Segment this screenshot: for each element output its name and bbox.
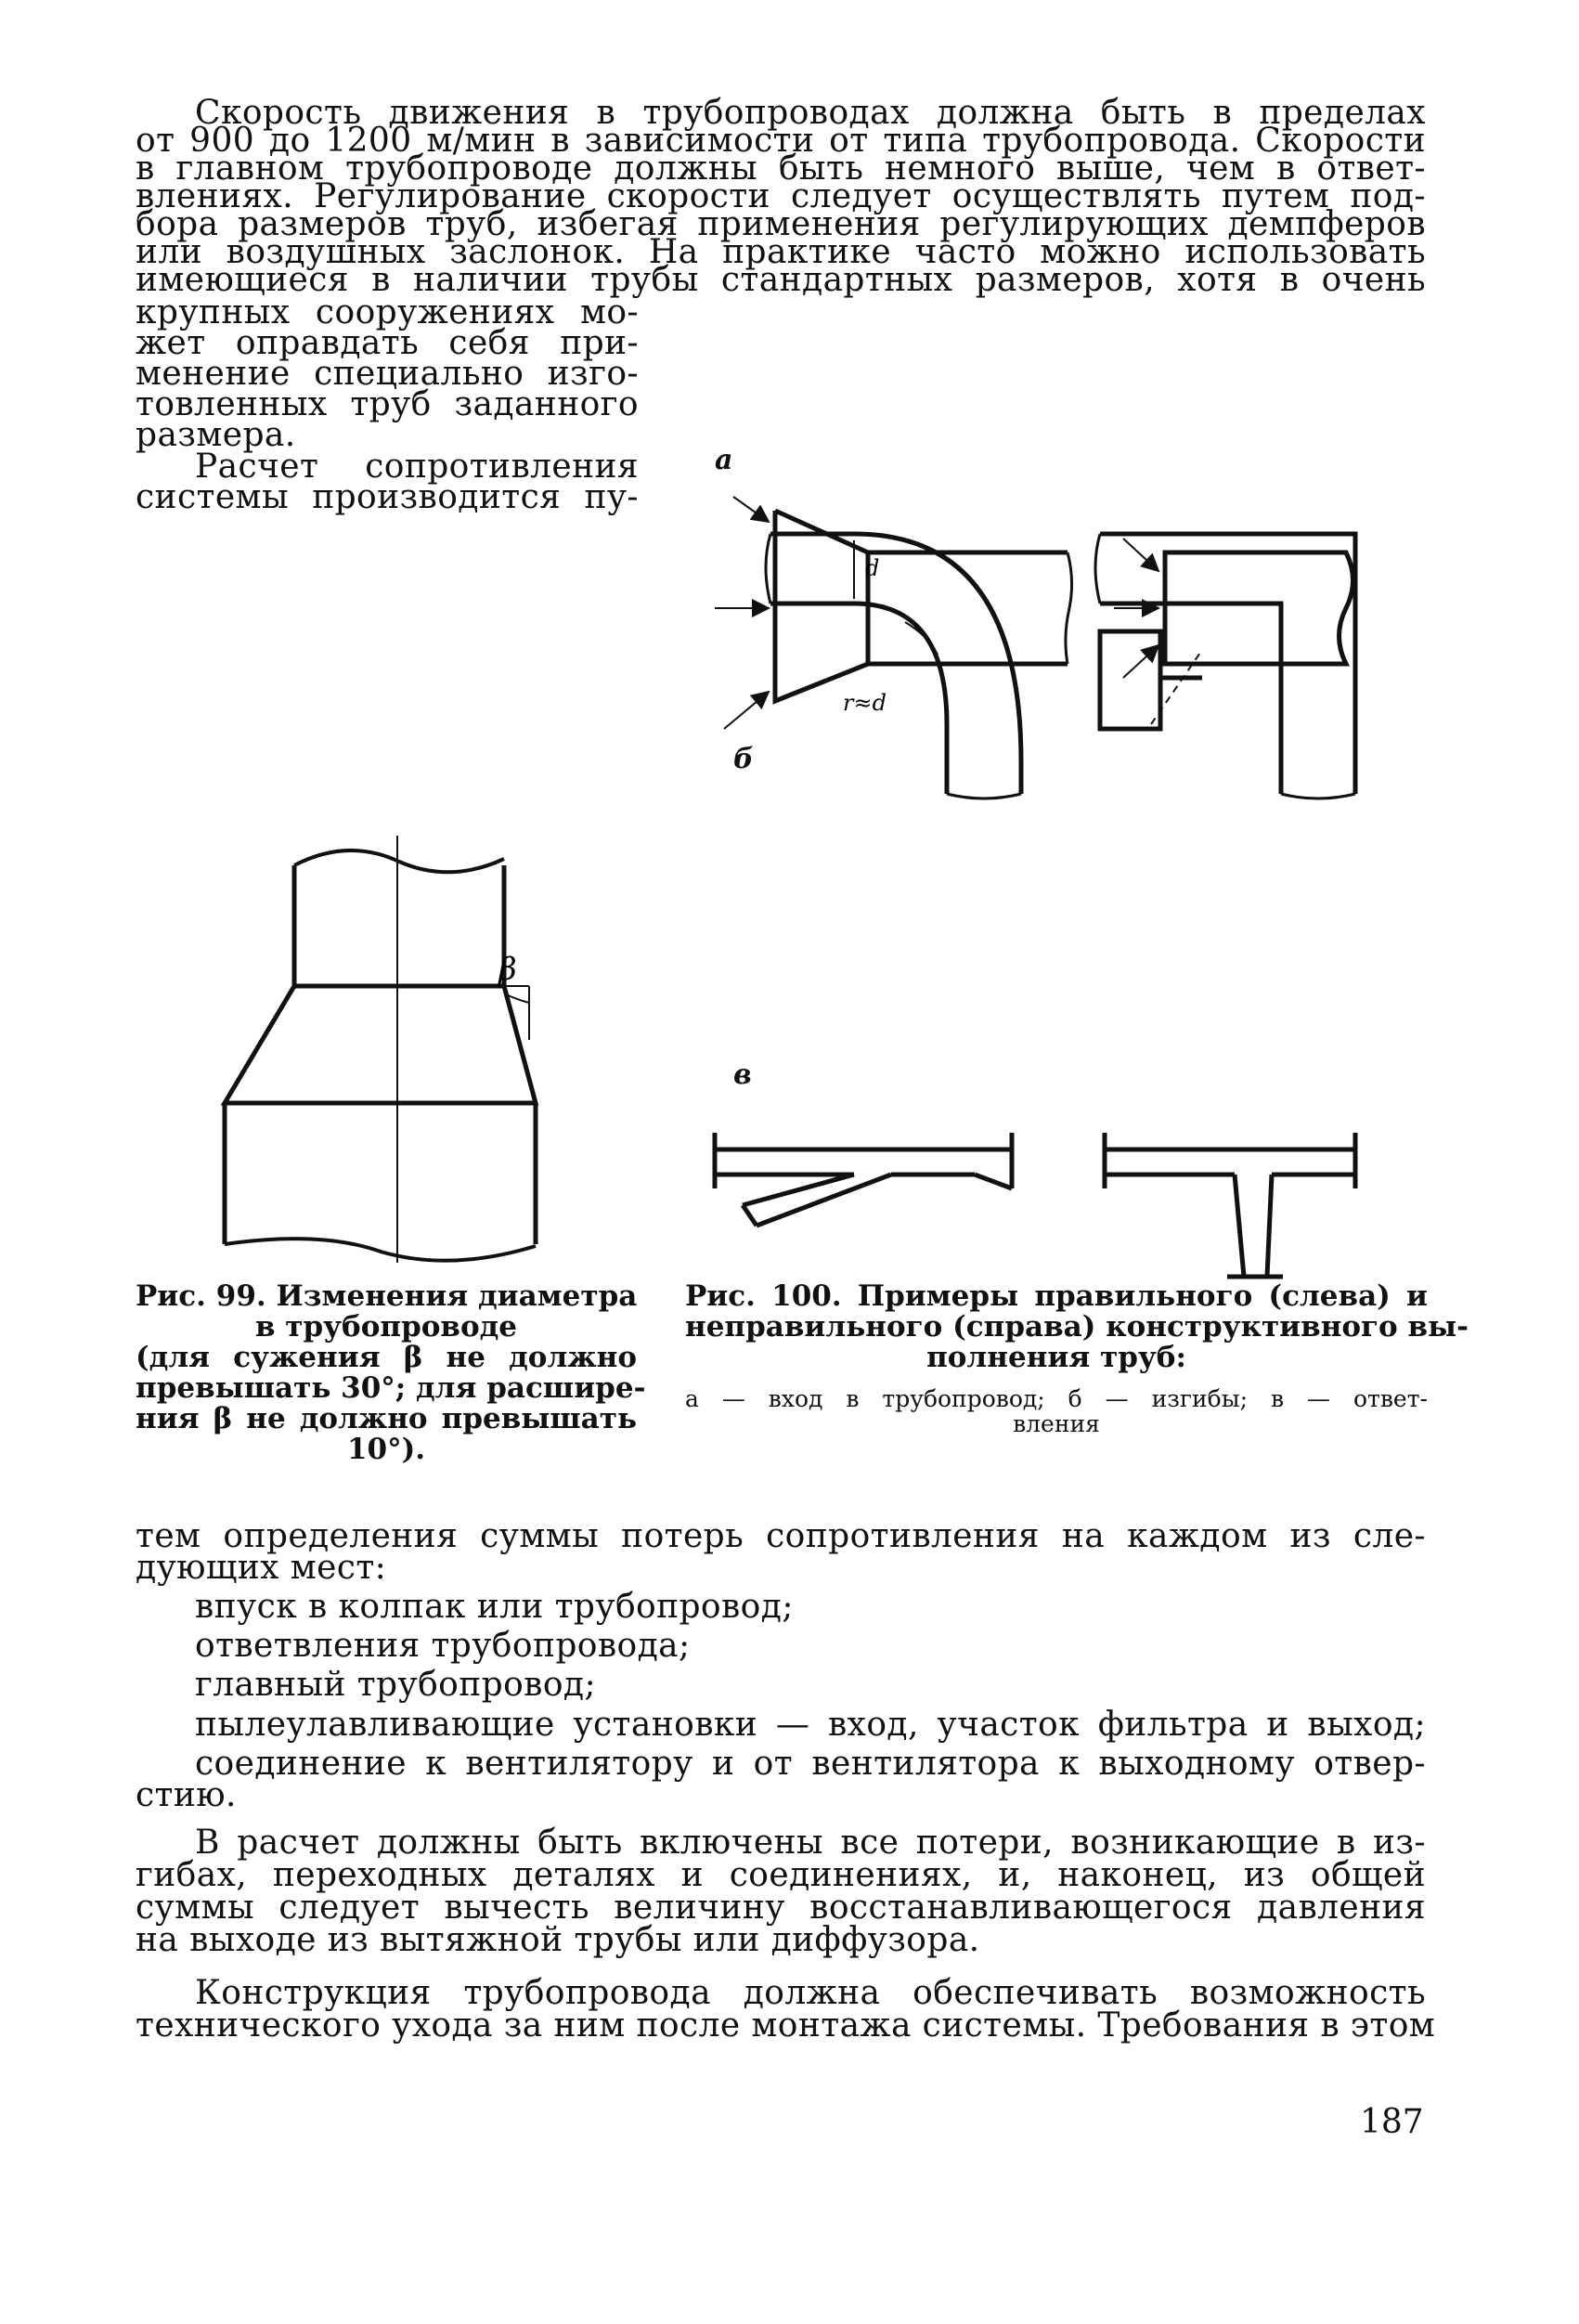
- text-line: менение специально изго-: [136, 355, 639, 393]
- text-line: технического ухода за ним после монтажа системы. Требования в этом: [136, 2006, 1436, 2045]
- fig100-label-b: б: [733, 743, 754, 775]
- text-line: жет оправдать себя при-: [136, 324, 639, 362]
- fig99-caption-line: 10°).: [346, 1433, 426, 1466]
- text-line: товленных труб заданного: [136, 385, 639, 423]
- text-line: на выходе из вытяжной трубы или диффузора.: [136, 1921, 980, 1959]
- fig99-caption-line: в трубопроводе: [254, 1310, 518, 1344]
- fig99-caption-line: ния β не должно превышать: [136, 1402, 637, 1435]
- text-line: крупных сооружениях мо-: [136, 293, 639, 331]
- beta-label: β: [498, 951, 517, 988]
- text-line: Скорость движения в трубопроводах должна быть в пределах: [195, 94, 1426, 132]
- fig100-caption-line: Рис. 100. Примеры правильного (слева) и: [685, 1279, 1428, 1313]
- text-line: или воздушных заслонок. На практике часто можно использовать: [136, 233, 1426, 271]
- list-item: пылеулавливающие установки — вход, участок фильтра и выход;: [195, 1706, 1426, 1744]
- dim-r-label: r≈d: [843, 690, 887, 716]
- fig100-legend-line: а — вход в трубопровод; б — изгибы; в — ответ-: [685, 1385, 1428, 1412]
- text-line: дующих мест:: [136, 1549, 387, 1587]
- text-line: бора размеров труб, избегая применения регулирующих демпферов: [136, 205, 1426, 243]
- text-line: Конструкция трубопровода должна обеспечивать возможность: [195, 1974, 1426, 2012]
- figure-100-drawing: [705, 483, 1430, 1281]
- text-line: гибах, переходных деталях и соединениях, и, наконец, из общей: [136, 1856, 1426, 1894]
- list-item: впуск в колпак или трубопровод;: [195, 1588, 794, 1626]
- text-line: влениях. Регулирование скорости следует осуществлять путем под-: [136, 177, 1426, 215]
- fig100-legend-line: вления: [1013, 1410, 1100, 1437]
- fig100-caption-line: полнения труб:: [926, 1341, 1186, 1374]
- text-line: системы производится пу-: [136, 478, 639, 516]
- dim-d-label: d: [865, 555, 880, 581]
- list-item: стию.: [136, 1776, 237, 1814]
- list-item: соединение к вентилятору и от вентилятора к выходному отвер-: [195, 1745, 1426, 1783]
- fig100-label-a: а: [715, 444, 733, 476]
- text-line: от 900 до 1200 м/мин в зависимости от типа трубопровода. Скорости: [136, 122, 1426, 160]
- text-line: в главном трубопроводе должны быть немного выше, чем в ответ-: [136, 149, 1426, 188]
- fig100-caption-line: неправильного (справа) конструктивного вы-: [685, 1310, 1469, 1344]
- fig99-caption-line: превышать 30°; для расшире-: [136, 1371, 646, 1405]
- figure-99-drawing: [209, 817, 589, 1267]
- text-line: суммы следует вычесть величину восстанавливающегося давления: [136, 1889, 1426, 1927]
- fig99-caption-line: (для сужения β не должно: [136, 1341, 637, 1374]
- list-item: ответвления трубопровода;: [195, 1627, 691, 1665]
- page-number: 187: [1360, 2103, 1424, 2141]
- fig99-caption-line: Рис. 99. Изменения диаметра: [136, 1279, 638, 1313]
- text-line: В расчет должны быть включены все потери, возникающие в из-: [195, 1824, 1426, 1862]
- text-line: тем определения суммы потерь сопротивления на каждом из сле-: [136, 1517, 1426, 1555]
- list-item: главный трубопровод;: [195, 1666, 596, 1704]
- text-line: имеющиеся в наличии трубы стандартных размеров, хотя в очень: [136, 261, 1426, 299]
- fig100-label-v: в: [733, 1058, 752, 1091]
- text-line: Расчет сопротивления: [195, 448, 639, 486]
- text-line: размера.: [136, 416, 296, 454]
